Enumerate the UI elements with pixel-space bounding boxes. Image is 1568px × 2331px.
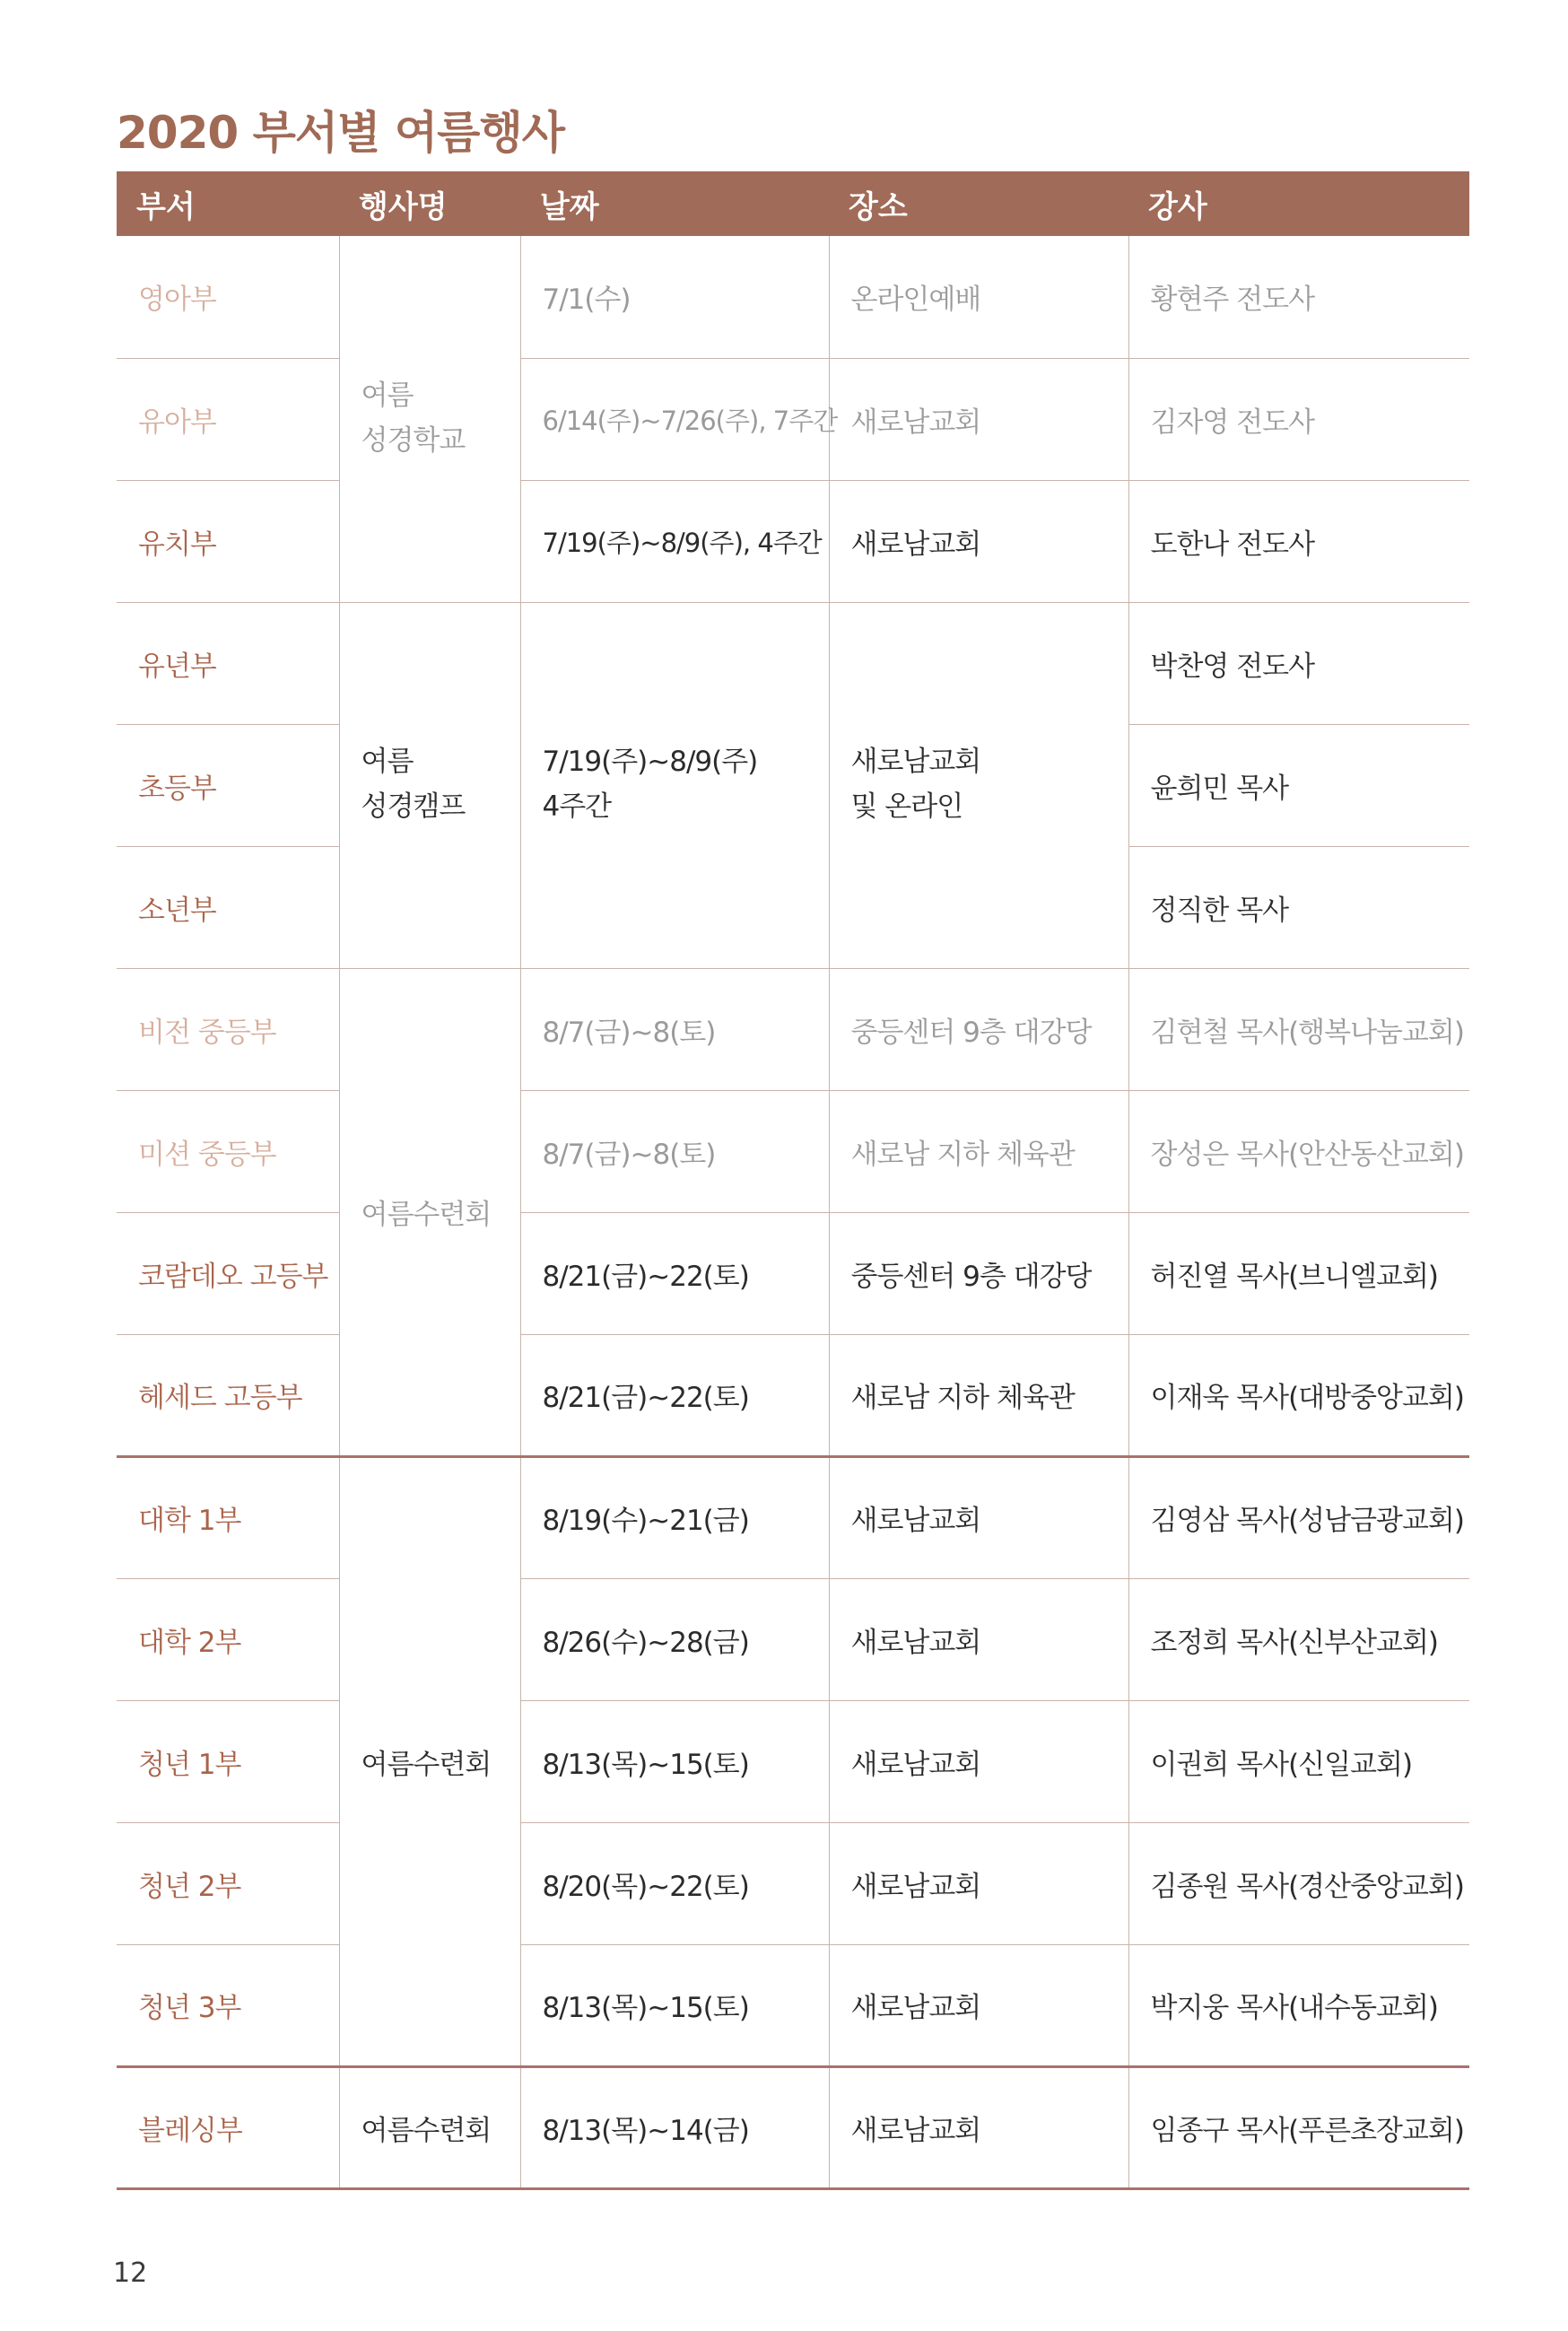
table-row bbox=[117, 358, 1469, 480]
summer-events-table bbox=[117, 171, 1469, 2190]
date-cell: 8/13(목)~15(토) bbox=[520, 1700, 829, 1822]
table-row bbox=[117, 2066, 1469, 2188]
date-cell: 6/14(주)~7/26(주), 7주간 bbox=[520, 358, 829, 480]
speaker-cell: 허진열 목사(브니엘교회) bbox=[1128, 1212, 1469, 1334]
table-header-row bbox=[117, 171, 1469, 236]
page-number: 12 bbox=[113, 2257, 148, 2289]
date-cell: 7/19(주)~8/9(주), 4주간 bbox=[520, 480, 829, 602]
table-row bbox=[117, 602, 1469, 724]
speaker-cell: 윤희민 목사 bbox=[1128, 724, 1469, 846]
date-cell: 8/7(금)~8(토) bbox=[520, 968, 829, 1090]
speaker-cell: 장성은 목사(안산동산교회) bbox=[1128, 1090, 1469, 1212]
speaker-cell: 김자영 전도사 bbox=[1128, 358, 1469, 480]
speaker-cell: 정직한 목사 bbox=[1128, 846, 1469, 968]
table-row bbox=[117, 480, 1469, 602]
place-cell: 새로남교회 및 온라인 bbox=[829, 602, 1128, 968]
place-cell: 새로남교회 bbox=[829, 1822, 1128, 1944]
speaker-cell: 김현철 목사(행복나눔교회) bbox=[1128, 968, 1469, 1090]
date-cell: 8/13(목)~15(토) bbox=[520, 1944, 829, 2066]
dept-cell: 대학 2부 bbox=[117, 1578, 339, 1700]
place-cell: 새로남교회 bbox=[829, 1944, 1128, 2066]
event-cell: 여름수련회 bbox=[339, 2066, 520, 2188]
place-cell: 중등센터 9층 대강당 bbox=[829, 1212, 1128, 1334]
table-row bbox=[117, 1334, 1469, 1456]
dept-cell: 청년 3부 bbox=[117, 1944, 339, 2066]
place-cell: 새로남교회 bbox=[829, 1700, 1128, 1822]
dept-cell: 초등부 bbox=[117, 724, 339, 846]
speaker-cell: 김영삼 목사(성남금광교회) bbox=[1128, 1456, 1469, 1578]
dept-cell: 코람데오 고등부 bbox=[117, 1212, 339, 1334]
place-cell: 중등센터 9층 대강당 bbox=[829, 968, 1128, 1090]
date-cell: 8/21(금)~22(토) bbox=[520, 1334, 829, 1456]
header-date: 날짜 bbox=[520, 171, 829, 236]
header-place: 장소 bbox=[829, 171, 1128, 236]
date-cell: 8/7(금)~8(토) bbox=[520, 1090, 829, 1212]
table-row bbox=[117, 1090, 1469, 1212]
dept-cell: 소년부 bbox=[117, 846, 339, 968]
dept-cell: 유치부 bbox=[117, 480, 339, 602]
table-row bbox=[117, 1212, 1469, 1334]
header-event: 행사명 bbox=[339, 171, 520, 236]
place-cell: 새로남교회 bbox=[829, 1578, 1128, 1700]
place-cell: 새로남교회 bbox=[829, 2066, 1128, 2188]
header-speaker: 강사 bbox=[1128, 171, 1469, 236]
dept-cell: 대학 1부 bbox=[117, 1456, 339, 1578]
table-row bbox=[117, 1700, 1469, 1822]
speaker-cell: 도한나 전도사 bbox=[1128, 480, 1469, 602]
table-row bbox=[117, 1944, 1469, 2066]
dept-cell: 미션 중등부 bbox=[117, 1090, 339, 1212]
dept-cell: 헤세드 고등부 bbox=[117, 1334, 339, 1456]
speaker-cell: 임종구 목사(푸른초장교회) bbox=[1128, 2066, 1469, 2188]
date-cell: 7/1(수) bbox=[520, 236, 829, 358]
event-cell: 여름 성경캠프 bbox=[339, 602, 520, 968]
table-row bbox=[117, 1822, 1469, 1944]
dept-cell: 유아부 bbox=[117, 358, 339, 480]
header-dept: 부서 bbox=[117, 171, 339, 236]
speaker-cell: 박지웅 목사(내수동교회) bbox=[1128, 1944, 1469, 2066]
date-cell: 8/20(목)~22(토) bbox=[520, 1822, 829, 1944]
event-cell: 여름수련회 bbox=[339, 968, 520, 1456]
place-cell: 새로남교회 bbox=[829, 358, 1128, 480]
page-title: 2020 부서별 여름행사 bbox=[117, 107, 565, 159]
speaker-cell: 황현주 전도사 bbox=[1128, 236, 1469, 358]
dept-cell: 영아부 bbox=[117, 236, 339, 358]
date-cell: 8/13(목)~14(금) bbox=[520, 2066, 829, 2188]
table-row bbox=[117, 1578, 1469, 1700]
place-cell: 새로남교회 bbox=[829, 1456, 1128, 1578]
place-cell: 새로남 지하 체육관 bbox=[829, 1090, 1128, 1212]
speaker-cell: 김종원 목사(경산중앙교회) bbox=[1128, 1822, 1469, 1944]
table-row bbox=[117, 1456, 1469, 1578]
event-cell: 여름 성경학교 bbox=[339, 236, 520, 602]
place-cell: 새로남 지하 체육관 bbox=[829, 1334, 1128, 1456]
dept-cell: 청년 2부 bbox=[117, 1822, 339, 1944]
event-cell: 여름수련회 bbox=[339, 1456, 520, 2066]
speaker-cell: 이권희 목사(신일교회) bbox=[1128, 1700, 1469, 1822]
dept-cell: 청년 1부 bbox=[117, 1700, 339, 1822]
date-cell: 8/21(금)~22(토) bbox=[520, 1212, 829, 1334]
date-cell: 8/26(수)~28(금) bbox=[520, 1578, 829, 1700]
dept-cell: 비전 중등부 bbox=[117, 968, 339, 1090]
speaker-cell: 이재욱 목사(대방중앙교회) bbox=[1128, 1334, 1469, 1456]
speaker-cell: 박찬영 전도사 bbox=[1128, 602, 1469, 724]
speaker-cell: 조정희 목사(신부산교회) bbox=[1128, 1578, 1469, 1700]
dept-cell: 유년부 bbox=[117, 602, 339, 724]
dept-cell: 블레싱부 bbox=[117, 2066, 339, 2188]
table-row bbox=[117, 968, 1469, 1090]
date-cell: 8/19(수)~21(금) bbox=[520, 1456, 829, 1578]
place-cell: 온라인예배 bbox=[829, 236, 1128, 358]
table-row bbox=[117, 236, 1469, 358]
date-cell: 7/19(주)~8/9(주) 4주간 bbox=[520, 602, 829, 968]
place-cell: 새로남교회 bbox=[829, 480, 1128, 602]
